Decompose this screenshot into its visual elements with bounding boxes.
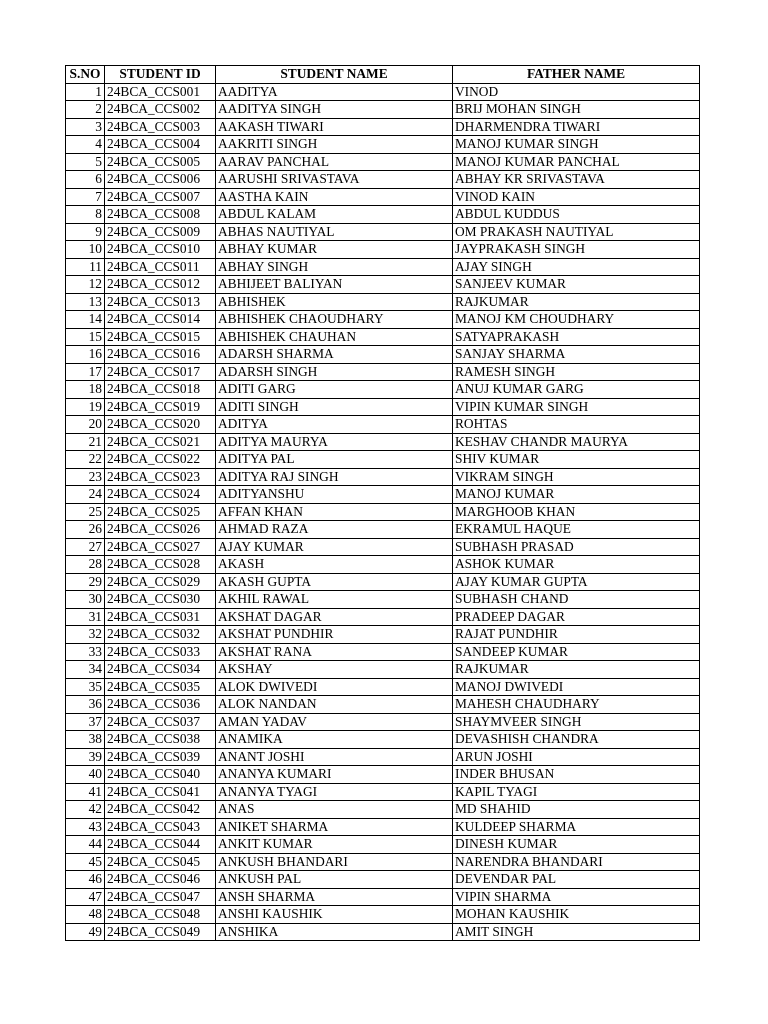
student-id-cell: 24BCA_CCS007 xyxy=(105,188,216,206)
father-name-cell: ARUN JOSHI xyxy=(453,748,700,766)
student-name-cell: ADITYA xyxy=(216,416,453,434)
father-name-cell: MANOJ KUMAR xyxy=(453,486,700,504)
student-name-cell: ADITI GARG xyxy=(216,381,453,399)
father-name-cell: SUBHASH CHAND xyxy=(453,591,700,609)
student-name-cell: AAKASH TIWARI xyxy=(216,118,453,136)
serial-number-cell: 2 xyxy=(66,101,105,119)
student-name-cell: ANKUSH PAL xyxy=(216,871,453,889)
serial-number-cell: 4 xyxy=(66,136,105,154)
table-row xyxy=(66,906,700,924)
table-row xyxy=(66,241,700,259)
serial-number-cell: 41 xyxy=(66,783,105,801)
student-name-cell: AKASH xyxy=(216,556,453,574)
student-id-cell: 24BCA_CCS030 xyxy=(105,591,216,609)
student-name-cell: AKSHAT DAGAR xyxy=(216,608,453,626)
student-id-cell: 24BCA_CCS002 xyxy=(105,101,216,119)
student-id-cell: 24BCA_CCS047 xyxy=(105,888,216,906)
student-name-cell: AKSHAY xyxy=(216,661,453,679)
serial-number-cell: 28 xyxy=(66,556,105,574)
student-name-cell: ANAMIKA xyxy=(216,731,453,749)
student-name-cell: AHMAD RAZA xyxy=(216,521,453,539)
student-name-cell: AFFAN KHAN xyxy=(216,503,453,521)
serial-number-cell: 20 xyxy=(66,416,105,434)
father-name-cell: VINOD xyxy=(453,83,700,101)
student-name-cell: ANAS xyxy=(216,801,453,819)
student-id-cell: 24BCA_CCS043 xyxy=(105,818,216,836)
serial-number-cell: 26 xyxy=(66,521,105,539)
table-row xyxy=(66,626,700,644)
father-name-cell: RAJKUMAR xyxy=(453,293,700,311)
student-id-cell: 24BCA_CCS036 xyxy=(105,696,216,714)
father-name-cell: ABHAY KR SRIVASTAVA xyxy=(453,171,700,189)
student-id-cell: 24BCA_CCS040 xyxy=(105,766,216,784)
student-name-cell: AJAY KUMAR xyxy=(216,538,453,556)
student-id-cell: 24BCA_CCS010 xyxy=(105,241,216,259)
student-id-cell: 24BCA_CCS013 xyxy=(105,293,216,311)
student-name-cell: ABHAY SINGH xyxy=(216,258,453,276)
serial-number-cell: 45 xyxy=(66,853,105,871)
table-row xyxy=(66,661,700,679)
father-name-cell: VIPIN KUMAR SINGH xyxy=(453,398,700,416)
serial-number-cell: 11 xyxy=(66,258,105,276)
student-id-cell: 24BCA_CCS022 xyxy=(105,451,216,469)
father-name-cell: MANOJ DWIVEDI xyxy=(453,678,700,696)
table-row xyxy=(66,293,700,311)
header-serial-number: S.NO xyxy=(66,66,105,84)
student-name-cell: ANKUSH BHANDARI xyxy=(216,853,453,871)
student-id-cell: 24BCA_CCS026 xyxy=(105,521,216,539)
table-row xyxy=(66,118,700,136)
table-row xyxy=(66,136,700,154)
student-id-cell: 24BCA_CCS035 xyxy=(105,678,216,696)
serial-number-cell: 16 xyxy=(66,346,105,364)
serial-number-cell: 32 xyxy=(66,626,105,644)
student-name-cell: ANANYA TYAGI xyxy=(216,783,453,801)
student-name-cell: ABHAY KUMAR xyxy=(216,241,453,259)
student-name-cell: AKSHAT RANA xyxy=(216,643,453,661)
header-father-name: FATHER NAME xyxy=(453,66,700,84)
father-name-cell: MANOJ KUMAR PANCHAL xyxy=(453,153,700,171)
table-row xyxy=(66,923,700,941)
header-student-name: STUDENT NAME xyxy=(216,66,453,84)
student-name-cell: ADITYANSHU xyxy=(216,486,453,504)
father-name-cell: INDER BHUSAN xyxy=(453,766,700,784)
student-name-cell: ABHAS NAUTIYAL xyxy=(216,223,453,241)
student-name-cell: ADITYA PAL xyxy=(216,451,453,469)
student-name-cell: AKHIL RAWAL xyxy=(216,591,453,609)
student-name-cell: ADITI SINGH xyxy=(216,398,453,416)
student-name-cell: AARAV PANCHAL xyxy=(216,153,453,171)
father-name-cell: VINOD KAIN xyxy=(453,188,700,206)
father-name-cell: KULDEEP SHARMA xyxy=(453,818,700,836)
table-row xyxy=(66,871,700,889)
father-name-cell: MANOJ KM CHOUDHARY xyxy=(453,311,700,329)
serial-number-cell: 36 xyxy=(66,696,105,714)
student-name-cell: AAKRITI SINGH xyxy=(216,136,453,154)
father-name-cell: ROHTAS xyxy=(453,416,700,434)
student-id-cell: 24BCA_CCS001 xyxy=(105,83,216,101)
table-row xyxy=(66,643,700,661)
student-id-cell: 24BCA_CCS045 xyxy=(105,853,216,871)
table-row xyxy=(66,223,700,241)
table-body xyxy=(66,83,700,941)
student-id-cell: 24BCA_CCS029 xyxy=(105,573,216,591)
student-name-cell: ANANT JOSHI xyxy=(216,748,453,766)
serial-number-cell: 17 xyxy=(66,363,105,381)
father-name-cell: AJAY KUMAR GUPTA xyxy=(453,573,700,591)
student-id-cell: 24BCA_CCS031 xyxy=(105,608,216,626)
student-name-cell: AARUSHI SRIVASTAVA xyxy=(216,171,453,189)
student-id-cell: 24BCA_CCS027 xyxy=(105,538,216,556)
father-name-cell: NARENDRA BHANDARI xyxy=(453,853,700,871)
serial-number-cell: 22 xyxy=(66,451,105,469)
student-name-cell: ABDUL KALAM xyxy=(216,206,453,224)
student-id-cell: 24BCA_CCS041 xyxy=(105,783,216,801)
father-name-cell: MOHAN KAUSHIK xyxy=(453,906,700,924)
father-name-cell: KAPIL TYAGI xyxy=(453,783,700,801)
serial-number-cell: 35 xyxy=(66,678,105,696)
student-name-cell: AADITYA xyxy=(216,83,453,101)
student-name-cell: ALOK DWIVEDI xyxy=(216,678,453,696)
table-row xyxy=(66,888,700,906)
serial-number-cell: 47 xyxy=(66,888,105,906)
student-id-cell: 24BCA_CCS003 xyxy=(105,118,216,136)
table-header-row xyxy=(66,66,700,84)
student-name-cell: ANSH SHARMA xyxy=(216,888,453,906)
student-name-cell: ADITYA MAURYA xyxy=(216,433,453,451)
serial-number-cell: 15 xyxy=(66,328,105,346)
serial-number-cell: 8 xyxy=(66,206,105,224)
serial-number-cell: 24 xyxy=(66,486,105,504)
student-name-cell: ABHISHEK CHAOUDHARY xyxy=(216,311,453,329)
table-row xyxy=(66,608,700,626)
student-id-cell: 24BCA_CCS020 xyxy=(105,416,216,434)
student-id-cell: 24BCA_CCS005 xyxy=(105,153,216,171)
header-student-id: STUDENT ID xyxy=(105,66,216,84)
student-id-cell: 24BCA_CCS004 xyxy=(105,136,216,154)
serial-number-cell: 39 xyxy=(66,748,105,766)
serial-number-cell: 9 xyxy=(66,223,105,241)
father-name-cell: RAMESH SINGH xyxy=(453,363,700,381)
student-id-cell: 24BCA_CCS012 xyxy=(105,276,216,294)
student-name-cell: ANIKET SHARMA xyxy=(216,818,453,836)
father-name-cell: SANJAY SHARMA xyxy=(453,346,700,364)
table-row xyxy=(66,346,700,364)
serial-number-cell: 3 xyxy=(66,118,105,136)
student-name-cell: AMAN YADAV xyxy=(216,713,453,731)
serial-number-cell: 6 xyxy=(66,171,105,189)
student-id-cell: 24BCA_CCS032 xyxy=(105,626,216,644)
student-id-cell: 24BCA_CCS008 xyxy=(105,206,216,224)
table-row xyxy=(66,748,700,766)
serial-number-cell: 7 xyxy=(66,188,105,206)
student-id-cell: 24BCA_CCS016 xyxy=(105,346,216,364)
student-name-cell: ABHISHEK CHAUHAN xyxy=(216,328,453,346)
student-id-cell: 24BCA_CCS006 xyxy=(105,171,216,189)
table-row xyxy=(66,101,700,119)
serial-number-cell: 21 xyxy=(66,433,105,451)
student-id-cell: 24BCA_CCS019 xyxy=(105,398,216,416)
student-id-cell: 24BCA_CCS014 xyxy=(105,311,216,329)
serial-number-cell: 18 xyxy=(66,381,105,399)
serial-number-cell: 37 xyxy=(66,713,105,731)
student-id-cell: 24BCA_CCS034 xyxy=(105,661,216,679)
table-row xyxy=(66,381,700,399)
serial-number-cell: 49 xyxy=(66,923,105,941)
student-id-cell: 24BCA_CCS015 xyxy=(105,328,216,346)
table-row xyxy=(66,171,700,189)
table-row xyxy=(66,731,700,749)
table-row xyxy=(66,206,700,224)
table-row xyxy=(66,766,700,784)
table-row xyxy=(66,363,700,381)
student-id-cell: 24BCA_CCS033 xyxy=(105,643,216,661)
father-name-cell: MAHESH CHAUDHARY xyxy=(453,696,700,714)
serial-number-cell: 40 xyxy=(66,766,105,784)
table-row xyxy=(66,556,700,574)
table-row xyxy=(66,398,700,416)
table-row xyxy=(66,801,700,819)
student-id-cell: 24BCA_CCS011 xyxy=(105,258,216,276)
table-row xyxy=(66,258,700,276)
student-id-cell: 24BCA_CCS024 xyxy=(105,486,216,504)
father-name-cell: KESHAV CHANDR MAURYA xyxy=(453,433,700,451)
table-row xyxy=(66,468,700,486)
table-row xyxy=(66,713,700,731)
father-name-cell: DHARMENDRA TIWARI xyxy=(453,118,700,136)
serial-number-cell: 23 xyxy=(66,468,105,486)
student-name-cell: ADARSH SHARMA xyxy=(216,346,453,364)
table-row xyxy=(66,153,700,171)
student-id-cell: 24BCA_CCS009 xyxy=(105,223,216,241)
father-name-cell: OM PRAKASH NAUTIYAL xyxy=(453,223,700,241)
student-name-cell: AKSHAT PUNDHIR xyxy=(216,626,453,644)
table-row xyxy=(66,521,700,539)
father-name-cell: MANOJ KUMAR SINGH xyxy=(453,136,700,154)
father-name-cell: RAJKUMAR xyxy=(453,661,700,679)
student-id-cell: 24BCA_CCS039 xyxy=(105,748,216,766)
student-name-cell: ABHIJEET BALIYAN xyxy=(216,276,453,294)
student-id-cell: 24BCA_CCS048 xyxy=(105,906,216,924)
father-name-cell: SUBHASH PRASAD xyxy=(453,538,700,556)
father-name-cell: SATYAPRAKASH xyxy=(453,328,700,346)
table-row xyxy=(66,276,700,294)
father-name-cell: DEVASHISH CHANDRA xyxy=(453,731,700,749)
father-name-cell: AMIT SINGH xyxy=(453,923,700,941)
serial-number-cell: 5 xyxy=(66,153,105,171)
serial-number-cell: 14 xyxy=(66,311,105,329)
father-name-cell: BRIJ MOHAN SINGH xyxy=(453,101,700,119)
serial-number-cell: 29 xyxy=(66,573,105,591)
table-row xyxy=(66,188,700,206)
serial-number-cell: 34 xyxy=(66,661,105,679)
father-name-cell: ASHOK KUMAR xyxy=(453,556,700,574)
father-name-cell: ABDUL KUDDUS xyxy=(453,206,700,224)
table-row xyxy=(66,328,700,346)
table-row xyxy=(66,818,700,836)
father-name-cell: MD SHAHID xyxy=(453,801,700,819)
student-id-cell: 24BCA_CCS028 xyxy=(105,556,216,574)
student-name-cell: ALOK NANDAN xyxy=(216,696,453,714)
father-name-cell: PRADEEP DAGAR xyxy=(453,608,700,626)
table-row xyxy=(66,573,700,591)
student-name-cell: ANSHIKA xyxy=(216,923,453,941)
student-id-cell: 24BCA_CCS042 xyxy=(105,801,216,819)
father-name-cell: JAYPRAKASH SINGH xyxy=(453,241,700,259)
serial-number-cell: 31 xyxy=(66,608,105,626)
student-id-cell: 24BCA_CCS046 xyxy=(105,871,216,889)
father-name-cell: SANDEEP KUMAR xyxy=(453,643,700,661)
table-row xyxy=(66,853,700,871)
serial-number-cell: 13 xyxy=(66,293,105,311)
father-name-cell: MARGHOOB KHAN xyxy=(453,503,700,521)
father-name-cell: DEVENDAR PAL xyxy=(453,871,700,889)
student-name-cell: AKASH GUPTA xyxy=(216,573,453,591)
father-name-cell: AJAY SINGH xyxy=(453,258,700,276)
serial-number-cell: 1 xyxy=(66,83,105,101)
serial-number-cell: 48 xyxy=(66,906,105,924)
serial-number-cell: 42 xyxy=(66,801,105,819)
student-name-cell: AADITYA SINGH xyxy=(216,101,453,119)
student-name-cell: ANANYA KUMARI xyxy=(216,766,453,784)
student-name-cell: ADARSH SINGH xyxy=(216,363,453,381)
table-row xyxy=(66,836,700,854)
student-id-cell: 24BCA_CCS018 xyxy=(105,381,216,399)
serial-number-cell: 12 xyxy=(66,276,105,294)
serial-number-cell: 27 xyxy=(66,538,105,556)
father-name-cell: EKRAMUL HAQUE xyxy=(453,521,700,539)
student-name-cell: ANSHI KAUSHIK xyxy=(216,906,453,924)
father-name-cell: VIPIN SHARMA xyxy=(453,888,700,906)
father-name-cell: ANUJ KUMAR GARG xyxy=(453,381,700,399)
serial-number-cell: 38 xyxy=(66,731,105,749)
serial-number-cell: 19 xyxy=(66,398,105,416)
student-name-cell: ABHISHEK xyxy=(216,293,453,311)
father-name-cell: RAJAT PUNDHIR xyxy=(453,626,700,644)
table-row xyxy=(66,783,700,801)
table-row xyxy=(66,416,700,434)
serial-number-cell: 30 xyxy=(66,591,105,609)
student-id-cell: 24BCA_CCS017 xyxy=(105,363,216,381)
father-name-cell: SANJEEV KUMAR xyxy=(453,276,700,294)
table-row xyxy=(66,451,700,469)
father-name-cell: DINESH KUMAR xyxy=(453,836,700,854)
serial-number-cell: 44 xyxy=(66,836,105,854)
father-name-cell: SHAYMVEER SINGH xyxy=(453,713,700,731)
table-row xyxy=(66,311,700,329)
student-name-cell: ADITYA RAJ SINGH xyxy=(216,468,453,486)
table-row xyxy=(66,83,700,101)
table-row xyxy=(66,486,700,504)
table-row xyxy=(66,503,700,521)
table-row xyxy=(66,433,700,451)
student-id-cell: 24BCA_CCS038 xyxy=(105,731,216,749)
table-row xyxy=(66,696,700,714)
table-row xyxy=(66,591,700,609)
serial-number-cell: 33 xyxy=(66,643,105,661)
father-name-cell: SHIV KUMAR xyxy=(453,451,700,469)
student-id-cell: 24BCA_CCS049 xyxy=(105,923,216,941)
student-id-cell: 24BCA_CCS037 xyxy=(105,713,216,731)
father-name-cell: VIKRAM SINGH xyxy=(453,468,700,486)
student-id-cell: 24BCA_CCS021 xyxy=(105,433,216,451)
serial-number-cell: 46 xyxy=(66,871,105,889)
student-name-cell: ANKIT KUMAR xyxy=(216,836,453,854)
table-row xyxy=(66,538,700,556)
student-id-cell: 24BCA_CCS025 xyxy=(105,503,216,521)
serial-number-cell: 10 xyxy=(66,241,105,259)
student-id-cell: 24BCA_CCS044 xyxy=(105,836,216,854)
table-row xyxy=(66,678,700,696)
student-name-cell: AASTHA KAIN xyxy=(216,188,453,206)
student-id-cell: 24BCA_CCS023 xyxy=(105,468,216,486)
serial-number-cell: 43 xyxy=(66,818,105,836)
serial-number-cell: 25 xyxy=(66,503,105,521)
student-list-table xyxy=(65,65,700,941)
